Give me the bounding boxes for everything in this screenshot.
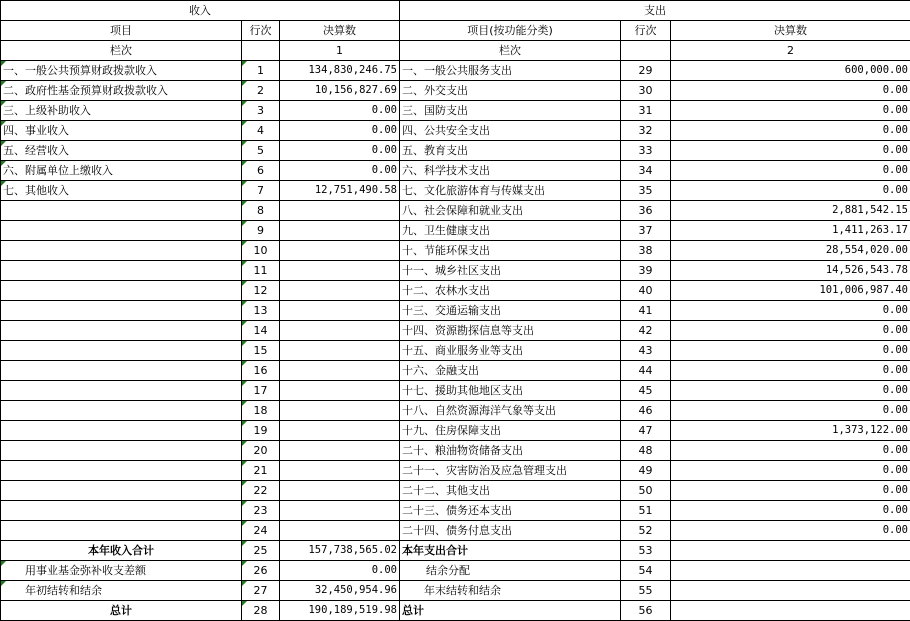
expense-item-cell: 十四、资源勘探信息等支出 <box>400 321 621 341</box>
expense-section-title: 支出 <box>400 1 910 21</box>
income-amount-cell: 12,751,490.58 <box>280 181 400 201</box>
expense-amount-cell: 0.00 <box>671 441 910 461</box>
income-item-cell <box>1 361 242 381</box>
expense-amount-cell: 0.00 <box>671 481 910 501</box>
income-line-cell: 20 <box>242 441 280 461</box>
income-item-cell: 一、一般公共预算财政拨款收入 <box>1 61 242 81</box>
expense-amount-cell: 0.00 <box>671 101 910 121</box>
expense-line-cell: 46 <box>621 401 671 421</box>
table-row <box>1 181 910 201</box>
table-row <box>1 321 910 341</box>
expense-item-cell: 十五、商业服务业等支出 <box>400 341 621 361</box>
table-row <box>1 501 910 521</box>
income-grand-amount: 190,189,519.98 <box>280 601 400 621</box>
expense-amount-cell: 0.00 <box>671 141 910 161</box>
income-total-amount: 157,738,565.02 <box>280 541 400 561</box>
income-line-cell: 7 <box>242 181 280 201</box>
income-amount-header: 决算数 <box>280 21 400 41</box>
income-item-cell <box>1 401 242 421</box>
table-row <box>1 241 910 261</box>
table-row <box>1 441 910 461</box>
expense-amount-cell: 1,373,122.00 <box>671 421 910 441</box>
expense-line-cell: 33 <box>621 141 671 161</box>
expense-end-line: 55 <box>621 581 671 601</box>
income-item-cell <box>1 381 242 401</box>
expense-dist-amount <box>671 561 910 581</box>
income-amount-cell <box>280 201 400 221</box>
expense-line-header: 行次 <box>621 21 671 41</box>
expense-lanci-number: 2 <box>671 41 910 61</box>
table-row <box>1 121 910 141</box>
expense-item-cell: 七、文化旅游体育与传媒支出 <box>400 181 621 201</box>
expense-line-cell: 35 <box>621 181 671 201</box>
expense-line-cell: 31 <box>621 101 671 121</box>
expense-lanci-line <box>621 41 671 61</box>
income-item-cell <box>1 301 242 321</box>
table-row <box>1 421 910 441</box>
expense-total-line: 53 <box>621 541 671 561</box>
income-line-cell: 3 <box>242 101 280 121</box>
income-begin-amount: 32,450,954.96 <box>280 581 400 601</box>
income-line-cell: 10 <box>242 241 280 261</box>
expense-item-cell: 二十三、债务还本支出 <box>400 501 621 521</box>
expense-item-cell: 十八、自然资源海洋气象等支出 <box>400 401 621 421</box>
table-row <box>1 201 910 221</box>
expense-amount-cell: 0.00 <box>671 321 910 341</box>
expense-amount-cell: 0.00 <box>671 381 910 401</box>
expense-item-cell: 十六、金融支出 <box>400 361 621 381</box>
income-line-cell: 1 <box>242 61 280 81</box>
income-item-header: 项目 <box>1 21 242 41</box>
expense-item-cell: 四、公共安全支出 <box>400 121 621 141</box>
expense-line-cell: 36 <box>621 201 671 221</box>
expense-grand-label: 总计 <box>400 601 621 621</box>
fund-row <box>1 561 910 581</box>
expense-dist-label: 结余分配 <box>400 561 621 581</box>
expense-amount-cell: 28,554,020.00 <box>671 241 910 261</box>
income-line-cell: 17 <box>242 381 280 401</box>
income-line-cell: 23 <box>242 501 280 521</box>
income-begin-label: 年初结转和结余 <box>1 581 242 601</box>
income-item-cell <box>1 281 242 301</box>
expense-line-cell: 47 <box>621 421 671 441</box>
column-header-row <box>1 21 910 41</box>
income-item-cell: 四、事业收入 <box>1 121 242 141</box>
table-row <box>1 261 910 281</box>
income-fund-line: 26 <box>242 561 280 581</box>
expense-item-cell: 十一、城乡社区支出 <box>400 261 621 281</box>
income-amount-cell: 134,830,246.75 <box>280 61 400 81</box>
expense-amount-cell: 600,000.00 <box>671 61 910 81</box>
income-line-cell: 11 <box>242 261 280 281</box>
section-header-row <box>1 1 910 21</box>
income-amount-cell: 0.00 <box>280 121 400 141</box>
expense-grand-line: 56 <box>621 601 671 621</box>
expense-total-amount <box>671 541 910 561</box>
income-line-cell: 5 <box>242 141 280 161</box>
expense-amount-cell: 0.00 <box>671 521 910 541</box>
expense-item-cell: 十三、交通运输支出 <box>400 301 621 321</box>
expense-line-cell: 51 <box>621 501 671 521</box>
income-lanci-number: 1 <box>280 41 400 61</box>
expense-amount-cell: 0.00 <box>671 341 910 361</box>
annual-total-row <box>1 541 910 561</box>
income-item-cell: 三、上级补助收入 <box>1 101 242 121</box>
expense-amount-cell: 101,006,987.40 <box>671 281 910 301</box>
income-line-cell: 4 <box>242 121 280 141</box>
expense-item-cell: 十、节能环保支出 <box>400 241 621 261</box>
income-amount-cell <box>280 461 400 481</box>
income-item-cell <box>1 221 242 241</box>
expense-line-cell: 38 <box>621 241 671 261</box>
expense-amount-cell: 0.00 <box>671 501 910 521</box>
income-line-cell: 8 <box>242 201 280 221</box>
expense-line-cell: 40 <box>621 281 671 301</box>
income-line-cell: 2 <box>242 81 280 101</box>
expense-line-cell: 37 <box>621 221 671 241</box>
table-row <box>1 461 910 481</box>
income-item-cell <box>1 241 242 261</box>
table-row <box>1 81 910 101</box>
table-row <box>1 381 910 401</box>
income-line-cell: 14 <box>242 321 280 341</box>
expense-item-header: 项目(按功能分类) <box>400 21 621 41</box>
income-line-cell: 12 <box>242 281 280 301</box>
income-line-cell: 19 <box>242 421 280 441</box>
income-amount-cell <box>280 301 400 321</box>
expense-amount-cell: 0.00 <box>671 161 910 181</box>
expense-line-cell: 29 <box>621 61 671 81</box>
expense-grand-amount <box>671 601 910 621</box>
expense-line-cell: 39 <box>621 261 671 281</box>
income-begin-line: 27 <box>242 581 280 601</box>
income-amount-cell <box>280 361 400 381</box>
income-item-cell <box>1 201 242 221</box>
expense-amount-cell: 0.00 <box>671 181 910 201</box>
income-amount-cell <box>280 481 400 501</box>
expense-line-cell: 30 <box>621 81 671 101</box>
expense-line-cell: 48 <box>621 441 671 461</box>
income-amount-cell <box>280 421 400 441</box>
income-line-header: 行次 <box>242 21 280 41</box>
expense-line-cell: 45 <box>621 381 671 401</box>
income-amount-cell: 10,156,827.69 <box>280 81 400 101</box>
income-lanci-line <box>242 41 280 61</box>
carryover-row <box>1 581 910 601</box>
income-amount-cell <box>280 521 400 541</box>
expense-amount-header: 决算数 <box>671 21 910 41</box>
income-item-cell <box>1 261 242 281</box>
income-amount-cell: 0.00 <box>280 161 400 181</box>
expense-line-cell: 52 <box>621 521 671 541</box>
expense-amount-cell: 14,526,543.78 <box>671 261 910 281</box>
expense-line-cell: 50 <box>621 481 671 501</box>
expense-total-label: 本年支出合计 <box>400 541 621 561</box>
expense-line-cell: 42 <box>621 321 671 341</box>
income-amount-cell <box>280 281 400 301</box>
income-total-line: 25 <box>242 541 280 561</box>
expense-item-cell: 一、一般公共服务支出 <box>400 61 621 81</box>
income-lanci-label: 栏次 <box>1 41 242 61</box>
expense-line-cell: 41 <box>621 301 671 321</box>
income-total-label: 本年收入合计 <box>1 541 242 561</box>
income-grand-label: 总计 <box>1 601 242 621</box>
income-item-cell <box>1 341 242 361</box>
income-item-cell <box>1 321 242 341</box>
expense-line-cell: 32 <box>621 121 671 141</box>
table-row <box>1 521 910 541</box>
income-line-cell: 15 <box>242 341 280 361</box>
expense-amount-cell: 0.00 <box>671 301 910 321</box>
expense-item-cell: 六、科学技术支出 <box>400 161 621 181</box>
income-line-cell: 13 <box>242 301 280 321</box>
income-fund-label: 用事业基金弥补收支差额 <box>1 561 242 581</box>
expense-line-cell: 34 <box>621 161 671 181</box>
expense-line-cell: 44 <box>621 361 671 381</box>
income-amount-cell <box>280 341 400 361</box>
table-row <box>1 161 910 181</box>
income-amount-cell <box>280 261 400 281</box>
expense-amount-cell: 1,411,263.17 <box>671 221 910 241</box>
expense-amount-cell: 2,881,542.15 <box>671 201 910 221</box>
expense-amount-cell: 0.00 <box>671 461 910 481</box>
income-line-cell: 16 <box>242 361 280 381</box>
expense-item-cell: 十二、农林水支出 <box>400 281 621 301</box>
income-item-cell <box>1 501 242 521</box>
income-item-cell <box>1 421 242 441</box>
income-amount-cell <box>280 381 400 401</box>
income-amount-cell <box>280 241 400 261</box>
expense-item-cell: 五、教育支出 <box>400 141 621 161</box>
table-row <box>1 61 910 81</box>
income-amount-cell: 0.00 <box>280 141 400 161</box>
income-item-cell <box>1 461 242 481</box>
expense-line-cell: 43 <box>621 341 671 361</box>
income-line-cell: 9 <box>242 221 280 241</box>
table-row <box>1 141 910 161</box>
expense-item-cell: 二十四、债务付息支出 <box>400 521 621 541</box>
table-row <box>1 481 910 501</box>
income-section-title: 收入 <box>1 1 400 21</box>
income-amount-cell <box>280 401 400 421</box>
income-item-cell: 五、经营收入 <box>1 141 242 161</box>
expense-end-label: 年末结转和结余 <box>400 581 621 601</box>
expense-item-cell: 十九、住房保障支出 <box>400 421 621 441</box>
expense-end-amount <box>671 581 910 601</box>
expense-item-cell: 十七、援助其他地区支出 <box>400 381 621 401</box>
table-row <box>1 401 910 421</box>
income-amount-cell <box>280 441 400 461</box>
income-item-cell <box>1 441 242 461</box>
income-amount-cell: 0.00 <box>280 101 400 121</box>
expense-item-cell: 九、卫生健康支出 <box>400 221 621 241</box>
income-amount-cell <box>280 501 400 521</box>
expense-dist-line: 54 <box>621 561 671 581</box>
table-row <box>1 281 910 301</box>
income-item-cell: 二、政府性基金预算财政拨款收入 <box>1 81 242 101</box>
income-item-cell <box>1 481 242 501</box>
expense-item-cell: 八、社会保障和就业支出 <box>400 201 621 221</box>
expense-amount-cell: 0.00 <box>671 81 910 101</box>
income-line-cell: 6 <box>242 161 280 181</box>
income-amount-cell <box>280 321 400 341</box>
expense-item-cell: 二十一、灾害防治及应急管理支出 <box>400 461 621 481</box>
income-fund-amount: 0.00 <box>280 561 400 581</box>
grand-total-row <box>1 601 910 621</box>
table-row <box>1 301 910 321</box>
table-row <box>1 341 910 361</box>
table-row <box>1 101 910 121</box>
expense-lanci-label: 栏次 <box>400 41 621 61</box>
income-line-cell: 21 <box>242 461 280 481</box>
income-line-cell: 18 <box>242 401 280 421</box>
income-line-cell: 22 <box>242 481 280 501</box>
table-row <box>1 221 910 241</box>
expense-line-cell: 49 <box>621 461 671 481</box>
income-grand-line: 28 <box>242 601 280 621</box>
income-item-cell: 七、其他收入 <box>1 181 242 201</box>
table-row <box>1 361 910 381</box>
lanci-row <box>1 41 910 61</box>
expense-item-cell: 二十二、其他支出 <box>400 481 621 501</box>
income-line-cell: 24 <box>242 521 280 541</box>
expense-item-cell: 二十、粮油物资储备支出 <box>400 441 621 461</box>
expense-item-cell: 三、国防支出 <box>400 101 621 121</box>
expense-amount-cell: 0.00 <box>671 361 910 381</box>
expense-amount-cell: 0.00 <box>671 121 910 141</box>
expense-item-cell: 二、外交支出 <box>400 81 621 101</box>
income-amount-cell <box>280 221 400 241</box>
expense-amount-cell: 0.00 <box>671 401 910 421</box>
income-item-cell: 六、附属单位上缴收入 <box>1 161 242 181</box>
income-item-cell <box>1 521 242 541</box>
